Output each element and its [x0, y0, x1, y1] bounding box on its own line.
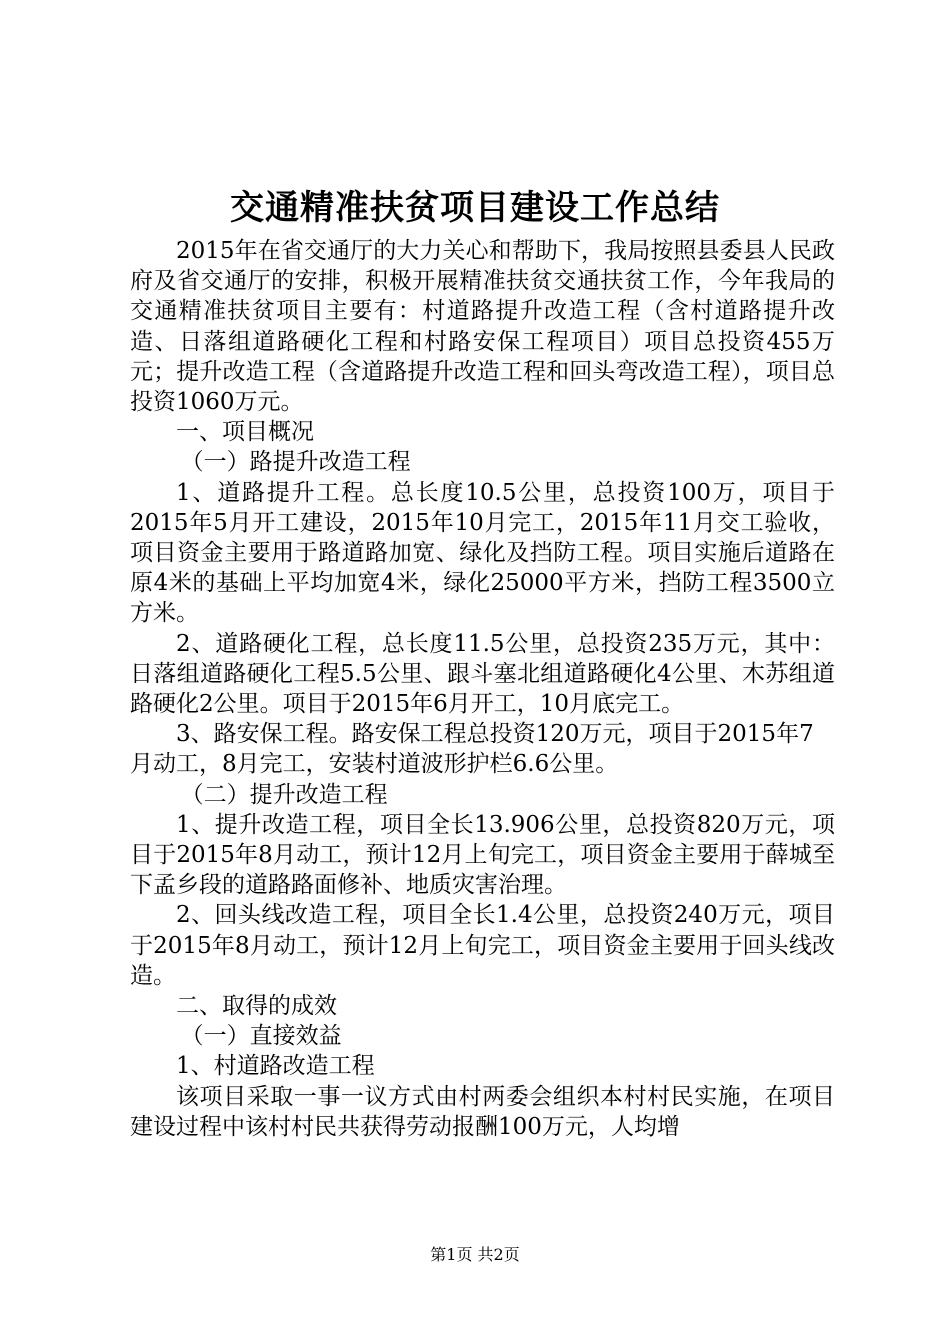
paragraph-village-road: 该项目采取一事一议方式由村两委会组织本村村民实施，在项目建设过程中该村村民共获得劳动报酬100万元，人均增: [130, 1083, 835, 1140]
paragraph-road-safety: 3、路安保工程。路安保工程总投资120万元，项目于2015年7月动工，8月完工，安装村道波形护栏6.6公里。: [130, 721, 814, 778]
paragraph-road-hardening: 2、道路硬化工程，总长度11.5公里，总投资235万元，其中：日落组道路硬化工程5.5公里、跟斗塞北组道路硬化4公里、木苏组道路硬化2公里。项目于2015年6月开工，10月底完工。: [130, 630, 835, 718]
section-heading-results: 二、取得的成效: [176, 993, 337, 1020]
paragraph-upgrade-project: 1、提升改造工程，项目全长13.906公里，总投资820万元，项目于2015年8月动工，预计12月上旬完工，项目资金主要用于薛城至下孟乡段的道路路面修补、地质灾害治理。: [130, 811, 835, 899]
subsection-heading-direct: （一）直接效益: [180, 1023, 342, 1050]
item-heading-village-road: 1、村道路改造工程: [176, 1053, 375, 1080]
paragraph-road-upgrade: 1、道路提升工程。总长度10.5公里，总投资100万，项目于2015年5月开工建设，2015年10月完工，2015年11月交工验收，项目资金主要用于路道路加宽、绿化及挡防工程。项目实施后道路在原4米的基础上平均加宽4米，绿化25000平方米，挡防工程3500立方米。: [130, 479, 835, 627]
page-indicator: 第1页 共2页: [430, 1245, 520, 1264]
document-title: 交通精准扶贫项目建设工作总结: [230, 188, 720, 228]
paragraph-hairpin-project: 2、回头线改造工程，项目全长1.4公里，总投资240万元，项目于2015年8月动工，预计12月上旬完工，项目资金主要用于回头线改造。: [130, 902, 835, 989]
intro-paragraph: 2015年在省交通厅的大力关心和帮助下，我局按照县委县人民政府及省交通厅的安排，积极开展精准扶贫交通扶贫工作，今年我局的交通精准扶贫项目主要有：村道路提升改造工程（含村道路提升改造、日落组道路硬化工程和村路安保工程项目）项目总投资455万元；提升改造工程（含道路提升改造工程和回头弯改造工程），项目总投资1060万元。: [130, 238, 835, 416]
section-heading-overview: 一、项目概况: [176, 419, 314, 446]
subsection-heading-road: （一）路提升改造工程: [180, 449, 411, 476]
subsection-heading-upgrade: （二）提升改造工程: [180, 781, 388, 808]
document-body: [130, 236, 835, 1142]
